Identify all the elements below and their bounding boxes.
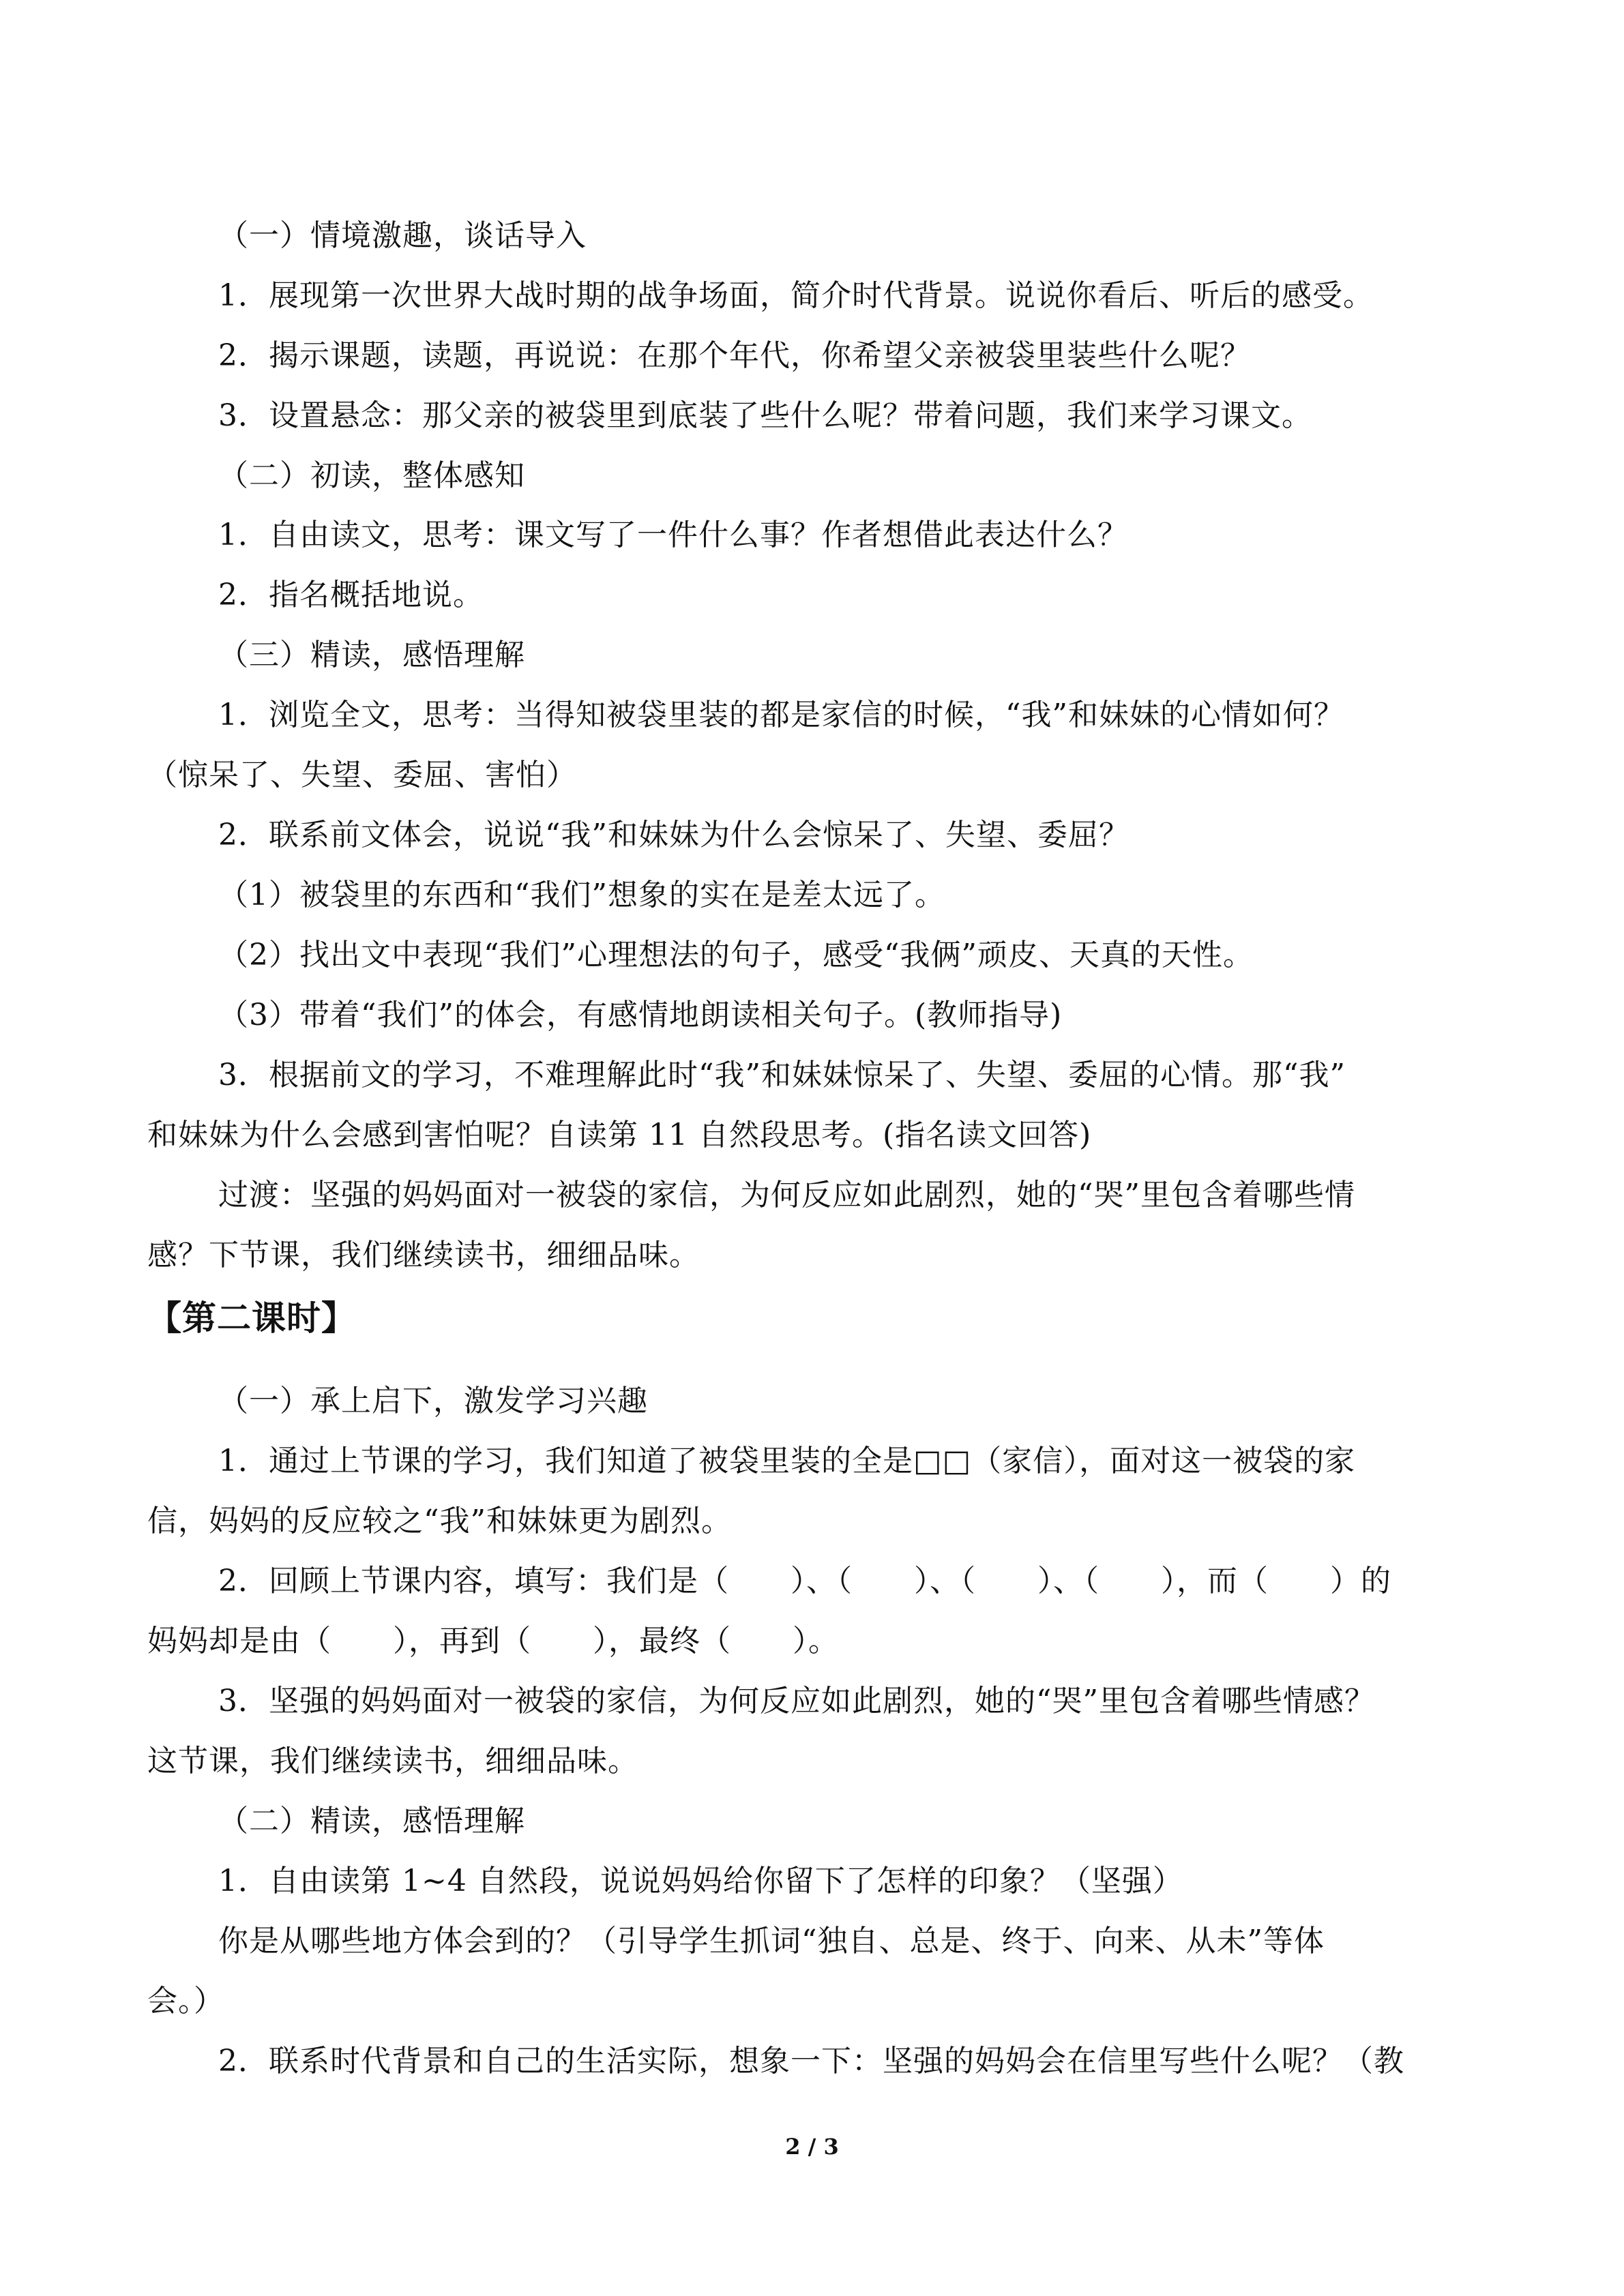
page-number: 2 / 3 [785, 2134, 839, 2160]
lesson2-section1-item1-line2: 信，妈妈的反应较之“我”和妹妹更为剧烈。 [147, 1504, 732, 1538]
lesson1-section3-item2-sub2: （2）找出文中表现“我们”心理想法的句子，感受“我俩”顽皮、天真的天性。 [218, 938, 1254, 972]
lesson2-title: 【第二课时】 [147, 1298, 356, 1338]
lesson2-section1-item3-line1: 3．坚强的妈妈面对一被袋的家信，为何反应如此剧烈，她的“哭”里包含着哪些情感？ [218, 1684, 1375, 1718]
lesson2-section1-heading: （一）承上启下，激发学习兴趣 [218, 1384, 648, 1418]
lesson1-section2-item1: 1．自由读文，思考：课文写了一件什么事？作者想借此表达什么？ [218, 518, 1128, 552]
lesson1-section2-item2: 2．指名概括地说。 [218, 578, 484, 612]
lesson1-transition-line2: 感？下节课，我们继续读书，细细品味。 [147, 1238, 700, 1272]
lesson1-section1-item3: 3．设置悬念：那父亲的被袋里到底装了些什么呢？带着问题，我们来学习课文。 [218, 398, 1312, 433]
lesson1-section1-item1: 1．展现第一次世界大战时期的战争场面，简介时代背景。说说你看后、听后的感受。 [218, 278, 1374, 313]
lesson2-section1-item2-line1: 2．回顾上节课内容，填写：我们是（ ）、（ ）、（ ）、（ ），而（ ）的 [218, 1564, 1391, 1598]
lesson1-section3-item2: 2．联系前文体会，说说“我”和妹妹为什么会惊呆了、失望、委屈？ [218, 818, 1130, 852]
lesson1-section3-heading: （三）精读，感悟理解 [218, 638, 525, 672]
lesson1-section3-item3-line1: 3．根据前文的学习，不难理解此时“我”和妹妹惊呆了、失望、委屈的心情。那“我” [218, 1058, 1346, 1092]
lesson2-section1-item3-line2: 这节课，我们继续读书，细细品味。 [147, 1744, 638, 1778]
lesson2-section2-question-line1: 你是从哪些地方体会到的？（引导学生抓词“独自、总是、终于、向来、从未”等体 [218, 1924, 1325, 1958]
lesson1-section3-item2-sub3: （3）带着“我们”的体会，有感情地朗读相关句子。(教师指导) [218, 998, 1063, 1032]
lesson1-section1-item2: 2．揭示课题，读题，再说说：在那个年代，你希望父亲被袋里装些什么呢？ [218, 338, 1251, 373]
lesson2-section1-item1-line1: 1．通过上节课的学习，我们知道了被袋里装的全是□□（家信），面对这一被袋的家 [218, 1444, 1356, 1478]
lesson1-section3-item3-line2: 和妹妹为什么会感到害怕呢？自读第 11 自然段思考。(指名读文回答) [147, 1118, 1092, 1152]
lesson2-section1-item2-line2: 妈妈却是由（ ），再到（ ），最终（ ）。 [147, 1624, 839, 1658]
lesson2-section2-heading: （二）精读，感悟理解 [218, 1804, 525, 1838]
lesson2-section2-item1: 1．自由读第 1~4 自然段，说说妈妈给你留下了怎样的印象？（坚强） [218, 1864, 1183, 1898]
lesson2-section2-item2: 2．联系时代背景和自己的生活实际，想象一下：坚强的妈妈会在信里写些什么呢？（教 [218, 2044, 1404, 2078]
lesson1-section3-item2-sub1: （1）被袋里的东西和“我们”想象的实在是差太远了。 [218, 878, 945, 912]
lesson1-section1-heading: （一）情境激趣，谈话导入 [218, 218, 587, 253]
lesson1-transition-line1: 过渡：坚强的妈妈面对一被袋的家信，为何反应如此剧烈，她的“哭”里包含着哪些情 [218, 1178, 1355, 1212]
lesson2-section2-question-line2: 会。） [147, 1984, 224, 2018]
lesson1-section3-item1-line1: 1．浏览全文，思考：当得知被袋里装的都是家信的时候，“我”和妹妹的心情如何？ [218, 698, 1344, 732]
lesson1-section3-item1-line2: （惊呆了、失望、委屈、害怕） [147, 758, 577, 792]
lesson1-section2-heading: （二）初读，整体感知 [218, 458, 525, 493]
